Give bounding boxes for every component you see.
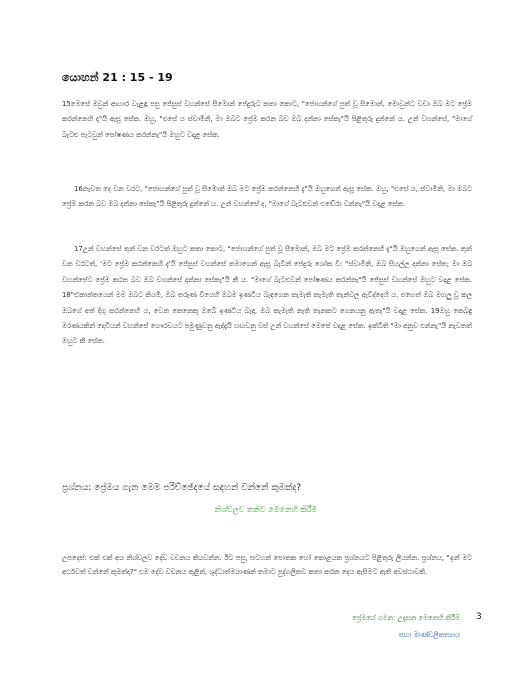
scripture-paragraph-3: 17උන් වහන්සේ තුන් වන වරටත් ඔහුට කතා කොට, "ජොහන්ගේ පුත් වූ සීමොන්, ඔබ මට ප්‍රේම කරන්නෙහි දැ"යි ඔහුගෙන් ඇසූ සේක. තුන් වන වරටත්, 'මට ප්‍රේම කරන්නෙහි දැ'යි ජේසුස් වහන්සේ තමාගෙන් ඇසූ බැවින් පේදුරු ශෝක වී: "ස්වාමීනි, ඔබ සියල්ල දන්නා සේක; මා ඔබ වහන්සේට ප්‍රේම කරන බව ඔබ වහන්සේ දන්නා සේකැ"යි කී ය. "මාගේ බැටළුවන් පෝෂණය කරන්නැ"යි ජේසුස් වහන්සේ ඔහුට වදාළ සේක. 18"ඒකාන්තයෙන් මම ඔබට කියමි, ඔබ තරුණ වියෙහි ඔබම ඉණටිය බැඳගෙන කැමැති කැමැති තැන්වල ඇවිද්දෙහි ය. එහෙත් ඔබ මහලු වූ කල ඔබගේ අත් දිගු කරන්නෙහි ය, වෙන කෙනෙකු ඔබේ ඉණටිය බැඳ, ඔබ කැමැති නැති තැනකට ගෙනයනු ඇතැ"යි වදාළ සේක. 19ඔහු කෙබඳු මරණයකින් දෙවියන් වහන්සේ ගෞරවයට පමුණුවනු ඇද්දැයි හඟවනු වස් උන් වහන්සේ මෙසේ වදාළ සේක. ඉක්බිති "මා අනුව එන්නැ"යි නැවතත් ඔහුට කී සේක. — [62, 245, 472, 346]
scripture-paragraph-1: 15මෙසේ ඔවුන් ආහාර වැළඳූ පසු ජේසුස් වහන්සේ සීමොන් පේදුරුට කතා කොට, "ජොහන්ගේ පුත් වූ සීමොන්, මොවුන්ට වඩා ඔබ මට ප්‍රේම කරන්නෙහි දැ"යි ඇසූ සේක. ඔහු, "එසේ ය ස්වාමීනි, මා ඔබට ප්‍රේම කරන බව ඔබ දන්නා සේකැ"යි පිළිතුරු දුන්නේ ය. උන් වහන්සේ, "මාගේ බැටළු පැටවුන් පෝෂණය කරන්නැ"යි ඔහුට වදාළ සේක. — [62, 100, 472, 139]
question-text: ප්‍රශ්නය: ප්‍රේමය ගැන මෙම පරිච්ඡේදයේ සඳහන් වන්නේ කුමක්ද? — [62, 483, 302, 493]
page-number: 3 — [476, 612, 482, 622]
scripture-reference-heading: යොහන් 21 : 15 - 19 — [62, 71, 173, 84]
answer-heading: නිශ්චලව තනිව මෙනෙහි කිරීම — [214, 505, 318, 514]
instruction-note: උපදෙස්: එක් එක් අය නිශ්චලව දේව වචනය කියවන්න. ඊට පසු, සටහන් පොතක හෝ කොළයක ප්‍රශ්නයට පිළිතුරු ලියන්න. ප්‍රශ්නය, "ඉන් මට අර්ථවත් වන්නේ කුමක්ද?" එම දේව වචනය තුළින්, ශුද්ධාත්මයාණන් තමාට පුද්ගලිකව කතා කරන දෙය ඇසීමට ඇති අවස්ථාවකි. — [62, 554, 472, 576]
footer-title: ප්‍රේමයේ ගමන: උදෑසන මෙනෙහි කිරීම — [352, 614, 460, 622]
footer-subtitle: සහා මාණ්ඩලිකත්‍යාය — [398, 631, 460, 639]
scripture-paragraph-2: 16නැවත දෙ වන වරට, "ජොහන්ගේ පුත් වූ සීමොන් ඔබ මට ප්‍රේම කරන්නෙහි දැ"යි ඔහුගෙන් ඇසූ සේක. ඔහු, "එසේ ය, ස්වාමීනි, මා ඔබට ප්‍රේම කරන බව ඔබ දන්නා සේකැ"යි පිළිතුරු දුන්නේ ය. උන් වහන්සේ ද, "මාගේ බැටළුවන් එඬේරා වන්නැ"යි වදාළ සේක. — [62, 185, 472, 209]
